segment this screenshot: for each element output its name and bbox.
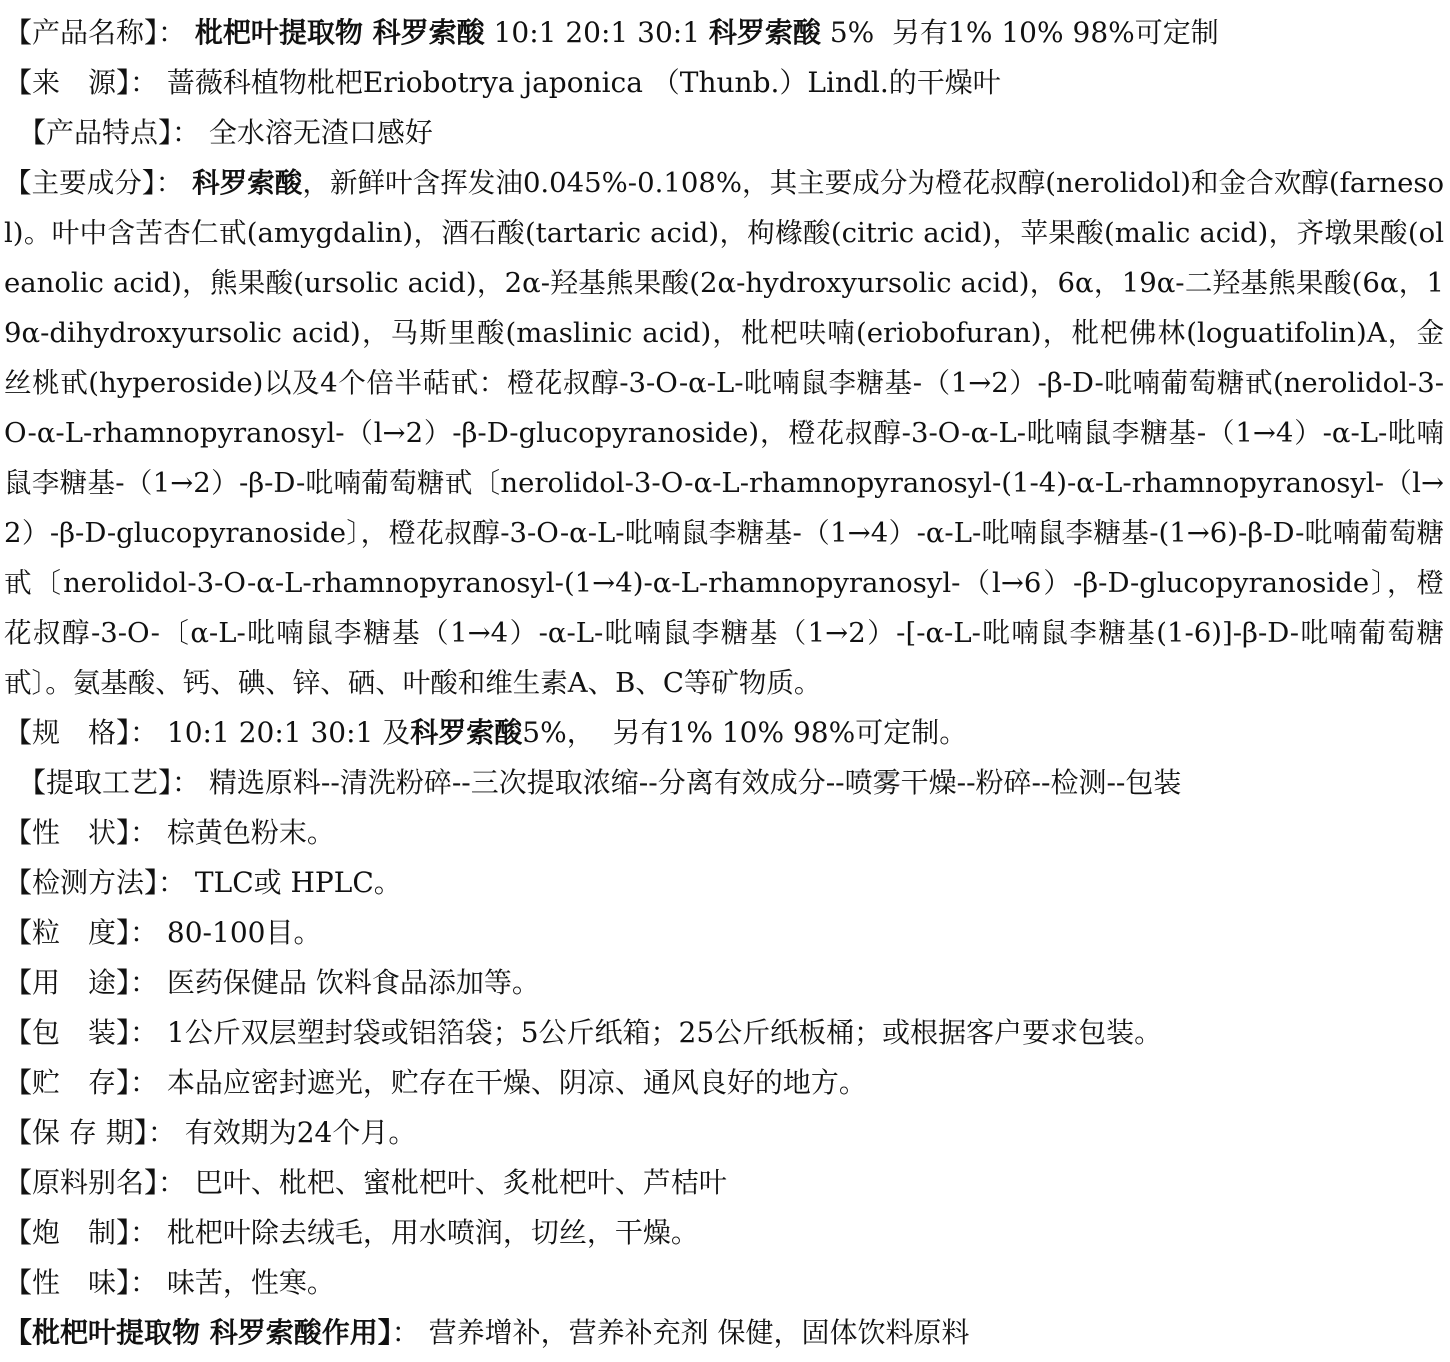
product-name-row: [4, 8, 1444, 58]
processing-row: [4, 1208, 1444, 1258]
row-label: 【保 存 期】: [4, 1116, 148, 1149]
spec-text-2: 5%， 另有1% 10% 98%可定制。: [522, 716, 968, 749]
function-row: [4, 1308, 1444, 1358]
row-separator: ：: [147, 1116, 185, 1149]
row-value: 精选原料--清洗粉碎--三次提取浓缩--分离有效成分--喷雾干燥--粉碎--检测--包装: [208, 766, 1182, 799]
main-components-paragraph: [4, 158, 1444, 708]
row-label: 【贮 存】: [4, 1066, 131, 1099]
row-label: 【产品特点】: [18, 116, 173, 149]
row-separator: ：: [130, 816, 167, 849]
main-components-text: ，新鲜叶含挥发油0.045%-0.108%，其主要成分为橙花叔醇(nerolidol)和金合欢醇(farnesol)。叶中含苦杏仁甙(amygdalin)，酒石酸(tartaric acid)，枸橼酸(citric acid)，苹果酸(malic acid)，齐墩果酸(oleanolic acid)，熊果酸(ursolic acid)，2α-羟基熊果酸(2α-hydroxyursolic acid)，6α，19α-二羟基熊果酸(6α，19α-dihydroxyursolic acid)，马斯里酸(maslinic acid)，枇杷呋喃(eriobofuran)，枇杷佛林(loguatifolin)A，金丝桃甙(hyperoside)以及4个倍半萜甙：橙花叔醇-3-O-α-L-吡喃鼠李糖基-（1→2）-β-D-吡喃葡萄糖甙(nerolidol-3-O-α-L-rhamnopyranosyl-（l→2）-β-D-glucopyranoside)，橙花叔醇-3-O-α-L-吡喃鼠李糖基-（1→4）-α-L-吡喃鼠李糖基-（1→2）-β-D-吡喃葡萄糖甙〔nerolidol-3-O-α-L-rhamnopyranosyl-(1-4)-α-L-rhamnopyranosyl-（l→2）-β-D-glucopyranoside〕，橙花叔醇-3-O-α-L-吡喃鼠李糖基-（1→4）-α-L-吡喃鼠李糖基-(1→6)-β-D-吡喃葡萄糖甙〔nerolidol-3-O-α-L-rhamnopyranosyl-(1→4)-α-L-rhamnopyranosyl-（l→6）-β-D-glucopyranoside〕，橙花叔醇-3-O-〔α-L-吡喃鼠李糖基（1→4）-α-L-吡喃鼠李糖基（1→2）-[-α-L-吡喃鼠李糖基(1-6)]-β-D-吡喃葡萄糖甙〕。氨基酸、钙、碘、锌、硒、叶酸和维生素A、B、C等矿物质。: [4, 167, 1445, 699]
row-value: 营养增补，营养补充剂 保健，固体饮料原料: [428, 1316, 970, 1349]
row-label: 【性 状】: [4, 816, 131, 849]
particle-size-row: [4, 908, 1444, 958]
appearance-row: [4, 808, 1444, 858]
row-label: 【产品名称】: [4, 16, 159, 49]
row-separator: ：: [130, 1266, 167, 1299]
spec-text: 10:1 20:1 30:1 及: [166, 716, 411, 749]
row-label: 【包 装】: [4, 1016, 131, 1049]
product-ratio-text: 10:1 20:1 30:1: [484, 16, 709, 49]
row-separator: ：: [172, 116, 209, 149]
usage-row: [4, 958, 1444, 1008]
row-separator: ：: [172, 766, 209, 799]
row-separator: ：: [158, 1166, 195, 1199]
row-value: 全水溶无渣口感好: [208, 116, 433, 149]
product-spec-text: 5% 另有1% 10% 98%可定制: [820, 16, 1219, 49]
row-label: 【来 源】: [4, 66, 131, 99]
row-separator: ：: [158, 16, 195, 49]
storage-row: [4, 1058, 1444, 1108]
process-row: [4, 758, 1444, 808]
row-label: 【提取工艺】: [18, 766, 173, 799]
row-label: 【检测方法】: [4, 866, 159, 899]
row-separator: ：: [391, 1316, 429, 1349]
shelf-life-row: [4, 1108, 1444, 1158]
row-value: 有效期为24个月。: [184, 1116, 417, 1149]
spec-bold: 科罗索酸: [410, 716, 523, 749]
row-value: 本品应密封遮光，贮存在干燥、阴凉、通风良好的地方。: [166, 1066, 867, 1099]
row-label: 【主要成分】: [4, 167, 156, 199]
row-separator: ：: [130, 966, 167, 999]
row-value: 1公斤双层塑封袋或铝箔袋；5公斤纸箱；25公斤纸板桶；或根据客户要求包装。: [166, 1016, 1163, 1049]
row-label: 【原料别名】: [4, 1166, 159, 1199]
row-separator: ：: [130, 716, 167, 749]
row-label: 【用 途】: [4, 966, 131, 999]
alias-row: [4, 1158, 1444, 1208]
row-separator: ：: [130, 1016, 167, 1049]
row-value: 80-100目。: [166, 916, 322, 949]
source-row: [4, 58, 1444, 108]
row-value: 医药保健品 饮料食品添加等。: [166, 966, 540, 999]
row-label: 【炮 制】: [4, 1216, 131, 1249]
row-value: 味苦，性寒。: [166, 1266, 335, 1299]
row-separator: ：: [155, 167, 193, 199]
packaging-row: [4, 1008, 1444, 1058]
row-label: 【规 格】: [4, 716, 131, 749]
row-separator: ：: [130, 1066, 167, 1099]
row-label: 【性 味】: [4, 1266, 131, 1299]
row-separator: ：: [130, 916, 167, 949]
row-label: 【粒 度】: [4, 916, 131, 949]
main-component-bold: 科罗索酸: [192, 167, 303, 199]
product-name-bold: 枇杷叶提取物 科罗索酸: [194, 16, 485, 49]
row-value: TLC或 HPLC。: [194, 866, 402, 899]
row-label: 【枇杷叶提取物 科罗索酸作用】: [4, 1316, 392, 1349]
row-value: 巴叶、枇杷、蜜枇杷叶、炙枇杷叶、芦桔叶: [194, 1166, 727, 1199]
test-method-row: [4, 858, 1444, 908]
row-value: 棕黄色粉末。: [166, 816, 335, 849]
row-value: 蔷薇科植物枇杷Eriobotrya japonica （Thunb.）Lindl.的干燥叶: [166, 66, 1001, 99]
taste-row: [4, 1258, 1444, 1308]
row-separator: ：: [130, 1216, 167, 1249]
specification-row: [4, 708, 1444, 758]
features-row: [4, 108, 1444, 158]
row-separator: ：: [130, 66, 167, 99]
row-value: 枇杷叶除去绒毛，用水喷润，切丝，干燥。: [166, 1216, 699, 1249]
row-separator: ：: [158, 866, 195, 899]
product-name-bold-2: 科罗索酸: [708, 16, 821, 49]
